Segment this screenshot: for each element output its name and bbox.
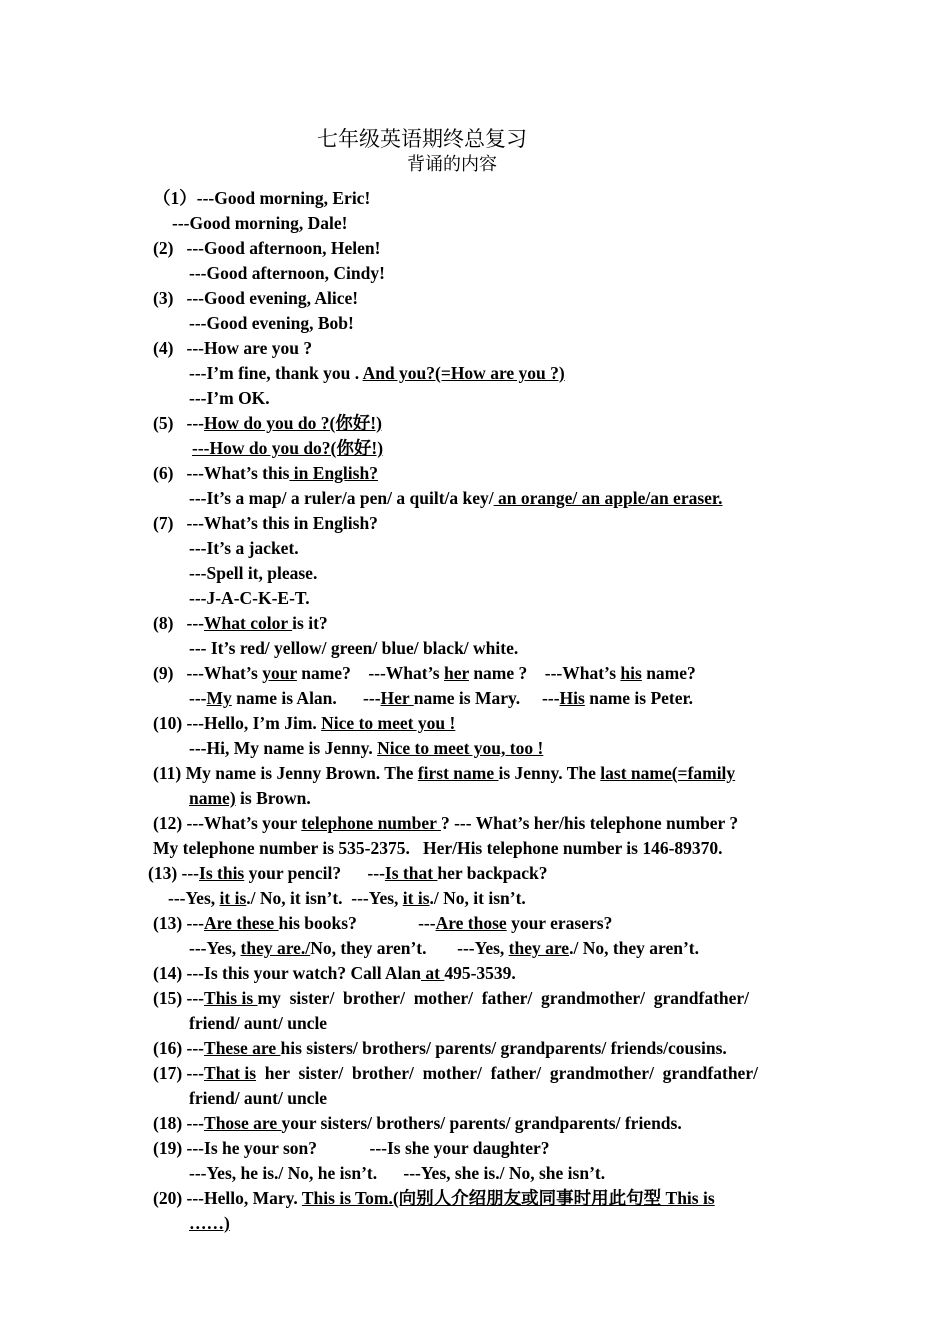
text-segment: (7) ---What’s this in English?	[153, 513, 378, 533]
underlined-phrase: And you?(=How are you ?)	[362, 363, 565, 383]
text-segment: (2) ---Good afternoon, Helen!	[153, 238, 381, 258]
text-segment: name is Mary. ---	[413, 688, 560, 708]
text-segment: name?	[641, 663, 696, 683]
text-segment: (15) ---	[153, 988, 205, 1008]
text-segment: ---J-A-C-K-E-T.	[189, 588, 310, 608]
text-segment: ---I’m fine, thank you .	[189, 363, 363, 383]
underlined-phrase: These are	[204, 1038, 281, 1058]
text-segment: (6) ---What’s this	[153, 463, 290, 483]
text-segment: (4) ---How are you ?	[153, 338, 313, 358]
text-segment: ---Good afternoon, Cindy!	[189, 263, 385, 283]
text-line	[153, 811, 738, 836]
text-segment: --- It’s red/ yellow/ green/ blue/ black/ white.	[189, 638, 519, 658]
underlined-phrase: her	[443, 663, 469, 683]
text-segment: (8) ---	[153, 613, 205, 633]
text-segment: is Brown.	[235, 788, 311, 808]
text-segment: is Jenny. The	[498, 763, 601, 783]
text-line	[153, 461, 378, 486]
subtitle-text: 背诵的内容	[407, 154, 497, 174]
underlined-phrase: Nice to meet you, too !	[377, 738, 544, 758]
text-segment: ./ No, they aren’t.	[569, 938, 700, 958]
text-line	[153, 836, 723, 861]
text-segment: (12) ---What’s your	[153, 813, 302, 833]
text-segment: friend/ aunt/ uncle	[189, 1013, 328, 1033]
underlined-phrase: your	[262, 663, 297, 683]
page-title	[0, 123, 950, 153]
text-segment: ---Yes,	[189, 938, 241, 958]
underlined-phrase: That is	[204, 1063, 257, 1083]
underlined-phrase: What color	[204, 613, 293, 633]
text-line	[189, 386, 270, 411]
text-segment: (11) My name is Jenny Brown. The	[153, 763, 418, 783]
text-segment: (5) ---	[153, 413, 205, 433]
text-line	[153, 711, 455, 736]
text-line	[153, 986, 749, 1011]
text-segment: (17) ---	[153, 1063, 205, 1083]
text-segment: ---Yes,	[168, 888, 220, 908]
text-line	[189, 361, 565, 386]
text-line	[189, 636, 518, 661]
underlined-phrase: Is that	[384, 863, 438, 883]
text-line	[148, 861, 547, 886]
text-segment: No, they aren’t. ---Yes,	[310, 938, 509, 958]
underlined-phrase: How do you do ?(你好!)	[204, 413, 382, 433]
text-line	[153, 1061, 758, 1086]
text-segment: her sister/ brother/ mother/ father/ grandmother/ grandfather/	[256, 1063, 758, 1083]
text-line	[189, 586, 310, 611]
underlined-phrase: an orange/ an apple/an eraser.	[493, 488, 723, 508]
text-line	[153, 1036, 727, 1061]
text-line	[189, 1086, 327, 1111]
text-segment: your pencil? ---	[244, 863, 385, 883]
text-line	[192, 436, 383, 461]
underlined-phrase: Is this	[199, 863, 245, 883]
text-segment: ? --- What’s her/his telephone number ?	[440, 813, 739, 833]
text-line	[189, 1211, 230, 1236]
text-segment: 495-3539.	[444, 963, 516, 983]
underlined-phrase: ---How do you do?(你好!)	[192, 438, 384, 458]
underlined-phrase: first name	[417, 763, 499, 783]
underlined-phrase: name)	[189, 788, 236, 808]
text-segment: My telephone number is 535-2375. Her/His telephone number is 146-89370.	[153, 838, 723, 858]
underlined-phrase: his	[620, 663, 642, 683]
text-segment: (18) ---	[153, 1113, 205, 1133]
text-line	[172, 211, 347, 236]
text-segment: (14) ---Is this your watch? Call Alan	[153, 963, 422, 983]
text-segment: ---Good evening, Bob!	[189, 313, 354, 333]
text-line	[153, 611, 328, 636]
underlined-phrase: Are those	[435, 913, 507, 933]
text-segment: (16) ---	[153, 1038, 205, 1058]
underlined-phrase: His	[559, 688, 585, 708]
text-line	[153, 1186, 715, 1211]
underlined-phrase: My	[206, 688, 232, 708]
text-segment: ---	[189, 688, 207, 708]
text-segment: name is Peter.	[584, 688, 694, 708]
text-segment: her backpack?	[437, 863, 548, 883]
underlined-phrase: telephone number	[301, 813, 441, 833]
text-line	[189, 936, 699, 961]
text-segment: ---Yes, he is./ No, he isn’t. ---Yes, she is./ No, she isn’t.	[189, 1163, 606, 1183]
text-line	[153, 1111, 682, 1136]
text-segment: name is Alan. ---	[231, 688, 381, 708]
text-segment: (13) ---	[153, 913, 205, 933]
text-segment: (20) ---Hello, Mary.	[153, 1188, 302, 1208]
underlined-phrase: it is	[219, 888, 247, 908]
text-segment: is it?	[292, 613, 328, 633]
text-segment: ./ No, it isn’t.	[429, 888, 526, 908]
text-segment: his sisters/ brothers/ parents/ grandparents/ friends/cousins.	[280, 1038, 727, 1058]
text-segment: ---It’s a map/ a ruler/a pen/ a quilt/a key/	[189, 488, 494, 508]
text-segment: ---Spell it, please.	[189, 563, 318, 583]
text-segment: ---I’m OK.	[189, 388, 270, 408]
text-line	[153, 286, 358, 311]
underlined-phrase: Are these	[204, 913, 279, 933]
underlined-phrase: ……)	[189, 1213, 230, 1233]
underlined-phrase: Those are	[204, 1113, 282, 1133]
underlined-phrase: they are	[508, 938, 570, 958]
underlined-phrase: Nice to meet you !	[321, 713, 456, 733]
text-line	[189, 561, 317, 586]
text-line	[189, 536, 299, 561]
text-line	[153, 1136, 550, 1161]
text-line	[189, 686, 693, 711]
text-line	[153, 236, 380, 261]
text-line	[153, 661, 696, 686]
underlined-phrase: This is Tom.(向别人介绍朋友或同事时用此句型 This is	[301, 1188, 715, 1208]
text-segment: (9) ---What’s	[153, 663, 263, 683]
text-line	[189, 311, 354, 336]
text-segment: his books? ---	[278, 913, 436, 933]
text-line	[153, 336, 312, 361]
text-segment: your sisters/ brothers/ parents/ grandparents/ friends.	[281, 1113, 682, 1133]
text-line	[189, 1011, 327, 1036]
text-segment: my sister/ brother/ mother/ father/ grandmother/ grandfather/	[257, 988, 750, 1008]
underlined-phrase: they are./	[240, 938, 311, 958]
text-line	[189, 736, 543, 761]
underlined-phrase: last name(=family	[600, 763, 736, 783]
underlined-phrase: Her	[380, 688, 414, 708]
text-segment: name? ---What’s	[296, 663, 444, 683]
title-text: 七年级英语期终总复习	[317, 127, 527, 151]
text-segment: (19) ---Is he your son? ---Is she your daughter?	[153, 1138, 550, 1158]
text-line	[153, 961, 516, 986]
text-segment: (3) ---Good evening, Alice!	[153, 288, 359, 308]
underlined-phrase: This is	[204, 988, 258, 1008]
text-segment: your erasers?	[506, 913, 613, 933]
text-segment: friend/ aunt/ uncle	[189, 1088, 328, 1108]
text-segment: ---Hi, My name is Jenny.	[189, 738, 378, 758]
text-segment: （1）---Good morning, Eric!	[153, 188, 371, 208]
text-line	[153, 186, 370, 211]
text-line	[153, 911, 612, 936]
text-segment: ---It’s a jacket.	[189, 538, 299, 558]
text-line	[189, 786, 311, 811]
underlined-phrase: in English?	[289, 463, 378, 483]
text-segment: name ? ---What’s	[468, 663, 621, 683]
text-line	[189, 1161, 605, 1186]
text-line	[189, 261, 385, 286]
text-line	[168, 886, 526, 911]
underlined-phrase: at	[421, 963, 445, 983]
page-subtitle	[0, 150, 950, 176]
text-line	[153, 511, 378, 536]
text-segment: ---Good morning, Dale!	[172, 213, 348, 233]
text-segment: (13) ---	[148, 863, 200, 883]
text-segment: (10) ---Hello, I’m Jim.	[153, 713, 322, 733]
text-segment: ./ No, it isn’t. ---Yes,	[246, 888, 403, 908]
text-line	[153, 761, 735, 786]
text-line	[189, 486, 722, 511]
underlined-phrase: it is	[402, 888, 430, 908]
text-line	[153, 411, 382, 436]
